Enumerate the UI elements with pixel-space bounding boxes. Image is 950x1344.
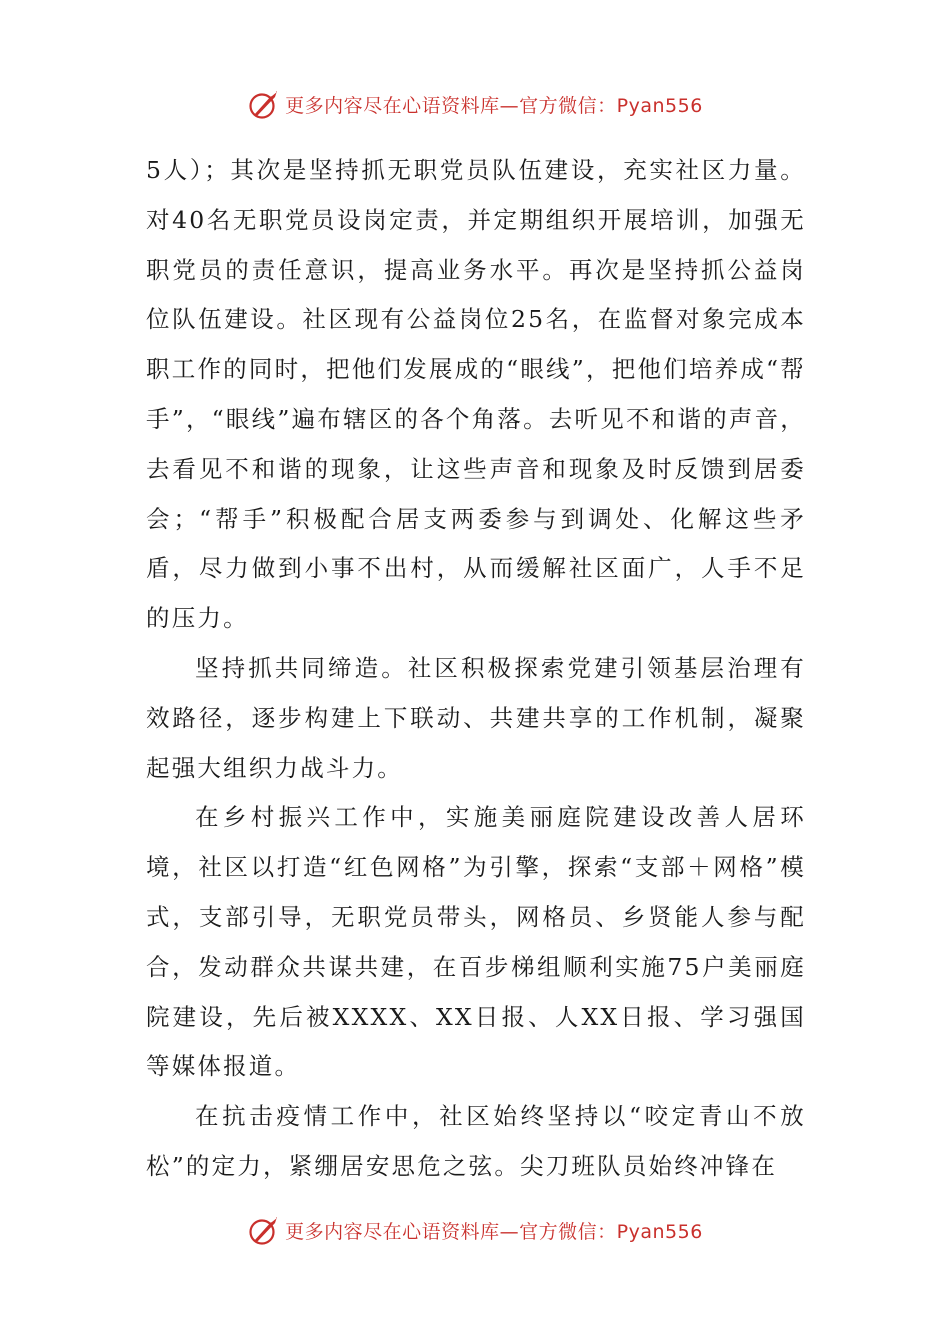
- footer-watermark-text: 更多内容尽在心语资料库—官方微信：Pyan556: [285, 1220, 703, 1243]
- document-body: [146, 146, 806, 1192]
- pen-logo-icon: [247, 87, 281, 121]
- paragraph-3: 在乡村振兴工作中，实施美丽庭院建设改善人居环境，社区以打造“红色网格”为引擎，探索“支部＋网格”模式，支部引导，无职党员带头，网格员、乡贤能人参与配合，发动群众共谋共建，在百步梯组顺利实施75户美丽庭院建设，先后被XXXX、XX日报、人XX日报、学习强国等媒体报道。: [146, 803, 806, 1081]
- header-watermark-text: 更多内容尽在心语资料库—官方微信：Pyan556: [285, 94, 703, 117]
- pen-logo-icon: [247, 1213, 281, 1247]
- paragraph-2: 坚持抓共同缔造。社区积极探索党建引领基层治理有效路径，逐步构建上下联动、共建共享的工作机制，凝聚起强大组织力战斗力。: [146, 653, 806, 782]
- paragraph-1: 5人）；其次是坚持抓无职党员队伍建设，充实社区力量。对40名无职党员设岗定责，并定期组织开展培训，加强无职党员的责任意识，提高业务水平。再次是坚持抓公益岗位队伍建设。社区现有公益岗位25名，在监督对象完成本职工作的同时，把他们发展成的“眼线”，把他们培养成“帮手”，“眼线”遍布辖区的各个角落。去听见不和谐的声音，去看见不和谐的现象，让这些声音和现象及时反馈到居委会；“帮手”积极配合居支两委参与到调处、化解这些矛盾，尽力做到小事不出村，从而缓解社区面广，人手不足的压力。: [146, 156, 806, 633]
- paragraph-4: 在抗击疫情工作中，社区始终坚持以“咬定青山不放松”的定力，紧绷居安思危之弦。尖刀班队员始终冲锋在: [146, 1102, 806, 1180]
- footer-watermark: [0, 1208, 950, 1252]
- header-watermark: [0, 82, 950, 126]
